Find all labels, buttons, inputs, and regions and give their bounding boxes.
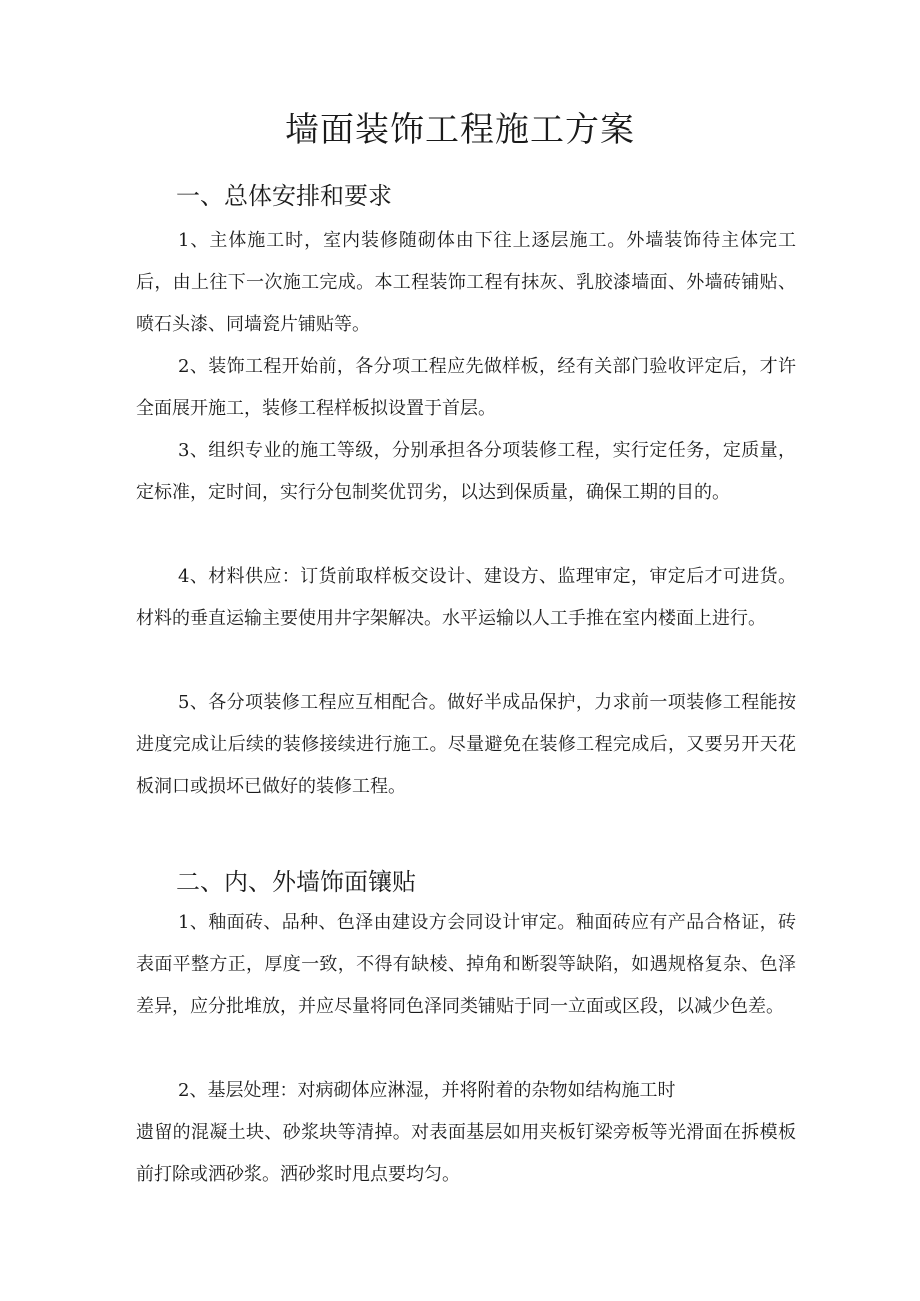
paragraph: 2、基层处理：对病砌体应淋湿，并将附着的杂物如结构施工时 xyxy=(178,1080,676,1101)
paragraph: 1、主体施工时，室内装修随砌体由下往上逐层施工。外墙装饰待主体完工后，由上往下一次施工完成。本工程装饰工程有抹灰、乳胶漆墙面、外墙砖铺贴、喷石头漆、同墙瓷片铺贴等。 xyxy=(136,230,796,335)
paragraph: 4、材料供应：订货前取样板交设计、建设方、监理审定，审定后才可进货。材料的垂直运输主要使用井字架解决。水平运输以人工手推在室内楼面上进行。 xyxy=(136,566,796,629)
paragraph: 遗留的混凝土块、砂浆块等清掉。对表面基层如用夹板钉梁旁板等光滑面在拆模板前打除或洒砂浆。洒砂浆时甩点要均匀。 xyxy=(136,1122,796,1185)
document-title: 墙面装饰工程施工方案 xyxy=(285,110,635,150)
paragraph: 1、釉面砖、品种、色泽由建设方会同设计审定。釉面砖应有产品合格证，砖表面平整方正，厚度一致，不得有缺棱、掉角和断裂等缺陷，如遇规格复杂、色泽差异，应分批堆放，并应尽量将同色泽同类铺贴于同一立面或区段，以减少色差。 xyxy=(136,912,796,1017)
section-heading-2: 二、内、外墙饰面镶贴 xyxy=(176,868,416,896)
paragraph: 3、组织专业的施工等级，分别承担各分项装修工程，实行定任务，定质量，定标准，定时间，实行分包制奖优罚劣，以达到保质量，确保工期的目的。 xyxy=(136,440,796,503)
paragraph: 5、各分项装修工程应互相配合。做好半成品保护，力求前一项装修工程能按进度完成让后续的装修接续进行施工。尽量避免在装修工程完成后，又要另开天花板洞口或损坏已做好的装修工程。 xyxy=(136,692,796,797)
section-heading-1: 一、总体安排和要求 xyxy=(176,182,392,210)
paragraph: 2、装饰工程开始前，各分项工程应先做样板，经有关部门验收评定后，才许全面展开施工，装修工程样板拟设置于首层。 xyxy=(136,356,796,419)
